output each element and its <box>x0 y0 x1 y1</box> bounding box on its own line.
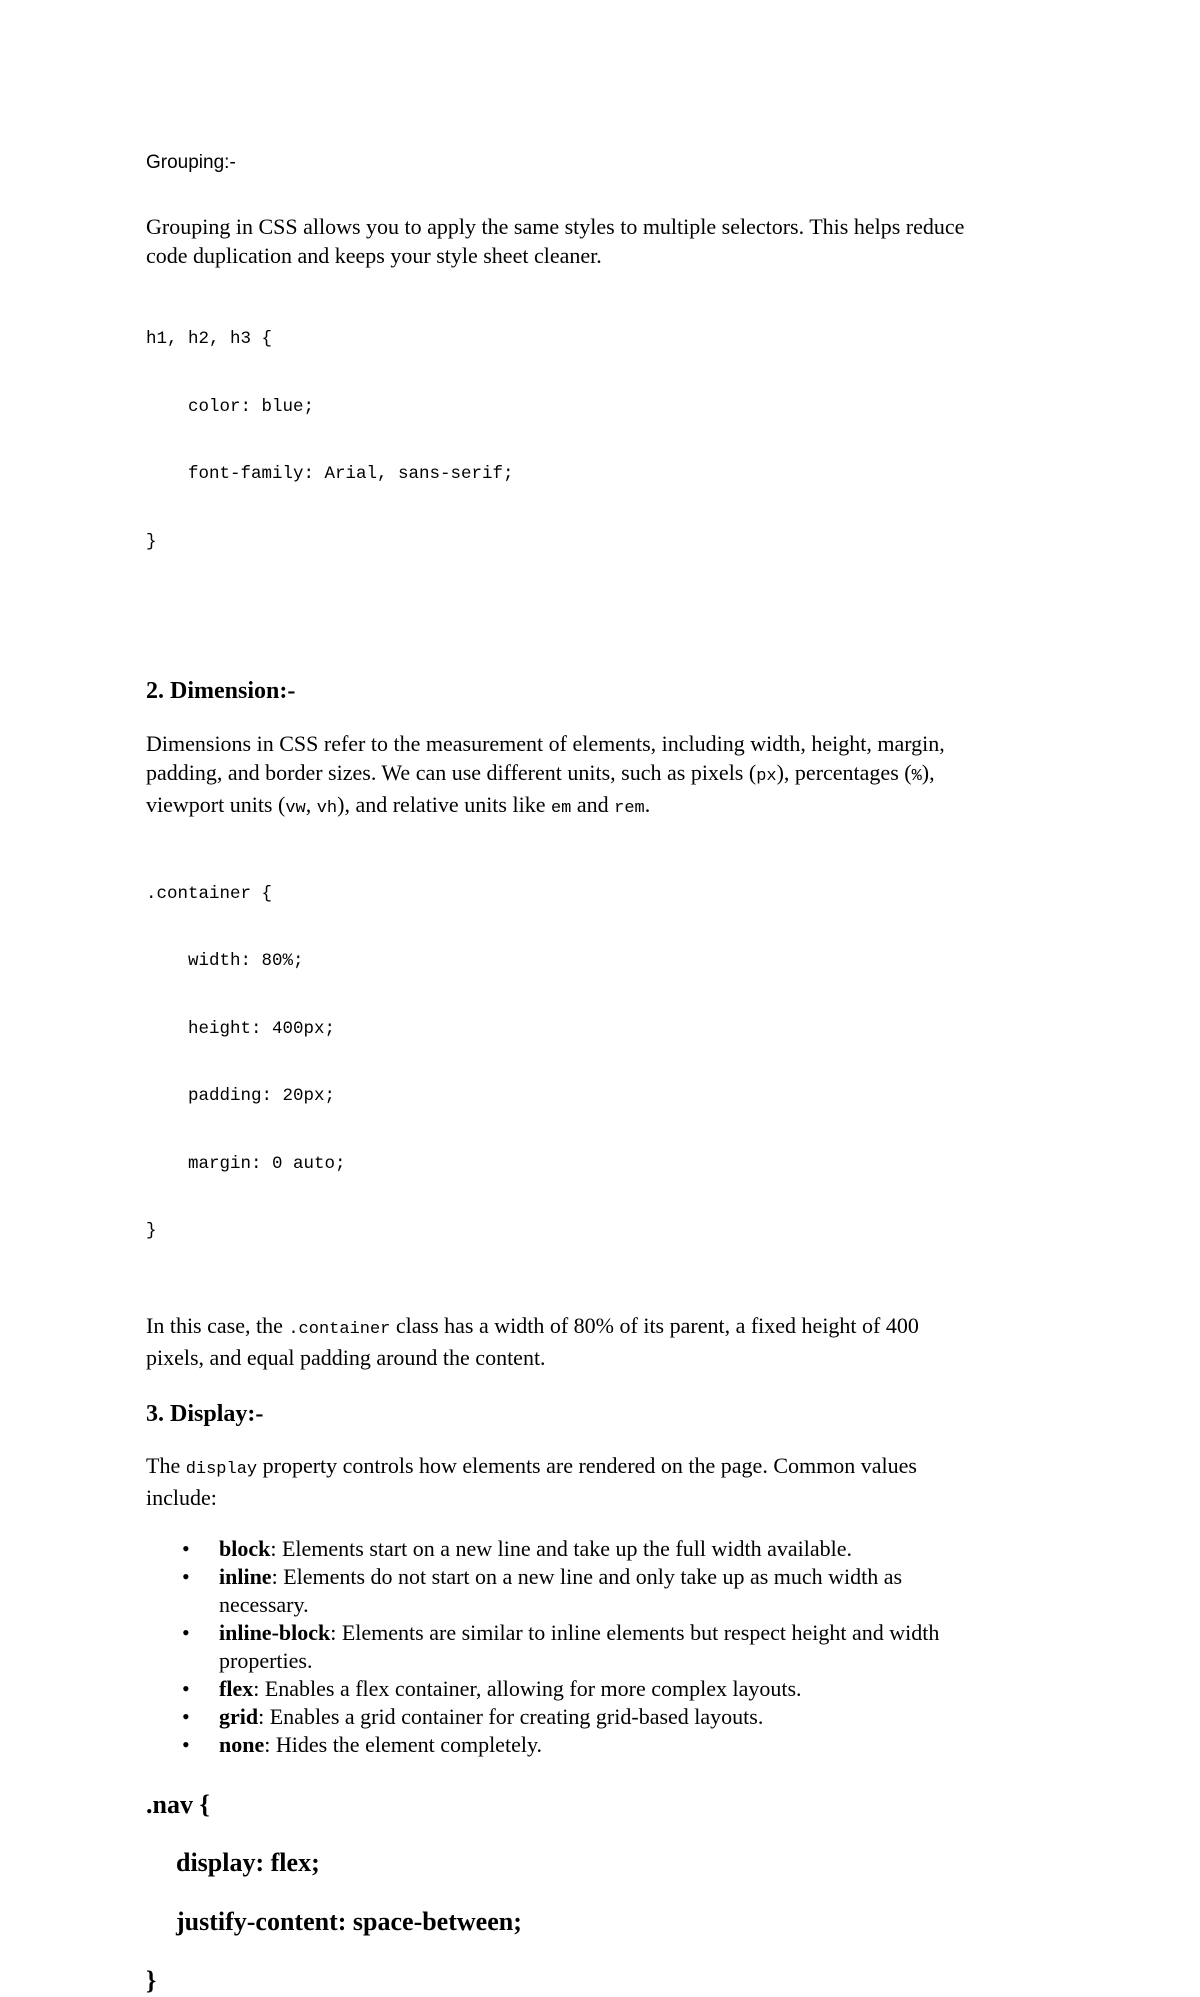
bullet-icon: • <box>182 1535 190 1561</box>
nav-code-open: .nav { <box>146 1789 210 1819</box>
code-line: } <box>146 1221 157 1241</box>
dimension-explanation <box>146 1312 1076 1373</box>
bullet-icon: • <box>182 1731 190 1757</box>
dimension-line1: Dimensions in CSS refer to the measurement of elements, including width, height, margin, <box>146 731 945 756</box>
dimension-explain-line1: In this case, the .container class has a width of 80% of its parent, a fixed height of 400 <box>146 1312 919 1339</box>
list-item: • grid: Enables a grid container for creating grid-based layouts. <box>182 1703 764 1729</box>
code-line: .container { <box>146 883 273 904</box>
inline-code: vw <box>285 799 306 818</box>
dimension-explain-line2: pixels, and equal padding around the content. <box>146 1345 546 1370</box>
inline-code: .container <box>288 1319 391 1339</box>
display-heading: 3. Display:- <box>146 1400 264 1427</box>
grouping-title: Grouping:- <box>146 152 236 173</box>
bullet-icon: • <box>182 1619 190 1645</box>
inline-code: rem <box>614 799 645 818</box>
code-line: margin: 0 auto; <box>146 1153 346 1174</box>
dimension-line2: padding, and border sizes. We can use different units, such as pixels (px), percentages (%), <box>146 759 935 786</box>
code-line: h1, h2, h3 { <box>146 329 273 349</box>
inline-code: % <box>911 766 922 786</box>
inline-code: px <box>756 766 777 786</box>
code-line: color: blue; <box>146 396 315 417</box>
list-item-term: inline <box>219 1563 272 1589</box>
list-item: • block: Elements start on a new line and take up the full width available. <box>182 1535 852 1561</box>
grouping-intro-line2: code duplication and keeps your style sheet cleaner. <box>146 242 602 268</box>
list-item-term: inline-block <box>219 1619 331 1645</box>
bullet-icon: • <box>182 1703 190 1729</box>
inline-code: display <box>185 1459 258 1479</box>
list-item: • inline-block: Elements are similar to inline elements but respect height and width properties. <box>182 1619 940 1673</box>
code-line: padding: 20px; <box>146 1086 336 1106</box>
list-item-term: block <box>219 1535 271 1561</box>
list-item-term: grid <box>219 1703 259 1729</box>
list-item: • inline: Elements do not start on a new line and only take up as much width as necessary. <box>182 1563 903 1617</box>
code-line: width: 80%; <box>146 951 304 971</box>
display-intro-line2: include: <box>146 1485 217 1510</box>
display-values-list <box>146 1535 1076 1759</box>
list-item: • none: Hides the element completely. <box>182 1731 543 1757</box>
nav-code-display: display: flex; <box>176 1847 320 1877</box>
bullet-icon: • <box>182 1563 190 1589</box>
nav-code-close: } <box>146 1965 157 1995</box>
list-item: • flex: Enables a flex container, allowing for more complex layouts. <box>182 1675 802 1701</box>
dimension-line3: viewport units (vw, vh), and relative units like em and rem. <box>146 792 651 818</box>
grouping-code-block <box>146 283 1076 598</box>
code-line: height: 400px; <box>146 1018 336 1039</box>
display-intro <box>146 1452 1076 1513</box>
dimension-heading: 2. Dimension:- <box>146 678 296 704</box>
inline-code: vh <box>316 799 338 818</box>
code-line: } <box>146 531 157 552</box>
dimension-code-block <box>146 838 1076 1288</box>
grouping-intro-line1: Grouping in CSS allows you to apply the same styles to multiple selectors. This helps reduce <box>146 214 965 239</box>
document-body <box>146 140 1076 1997</box>
display-intro-line1: The display property controls how elements are rendered on the page. Common values <box>146 1452 917 1479</box>
nav-code-justify: justify-content: space-between; <box>176 1906 522 1936</box>
grouping-intro <box>146 213 1076 270</box>
list-item-term: flex <box>219 1675 254 1701</box>
list-item-term: none <box>219 1731 265 1757</box>
dimension-paragraph <box>146 730 1076 824</box>
bullet-icon: • <box>182 1675 190 1701</box>
code-line: font-family: Arial, sans-serif; <box>146 464 514 484</box>
inline-code: em <box>550 799 572 818</box>
